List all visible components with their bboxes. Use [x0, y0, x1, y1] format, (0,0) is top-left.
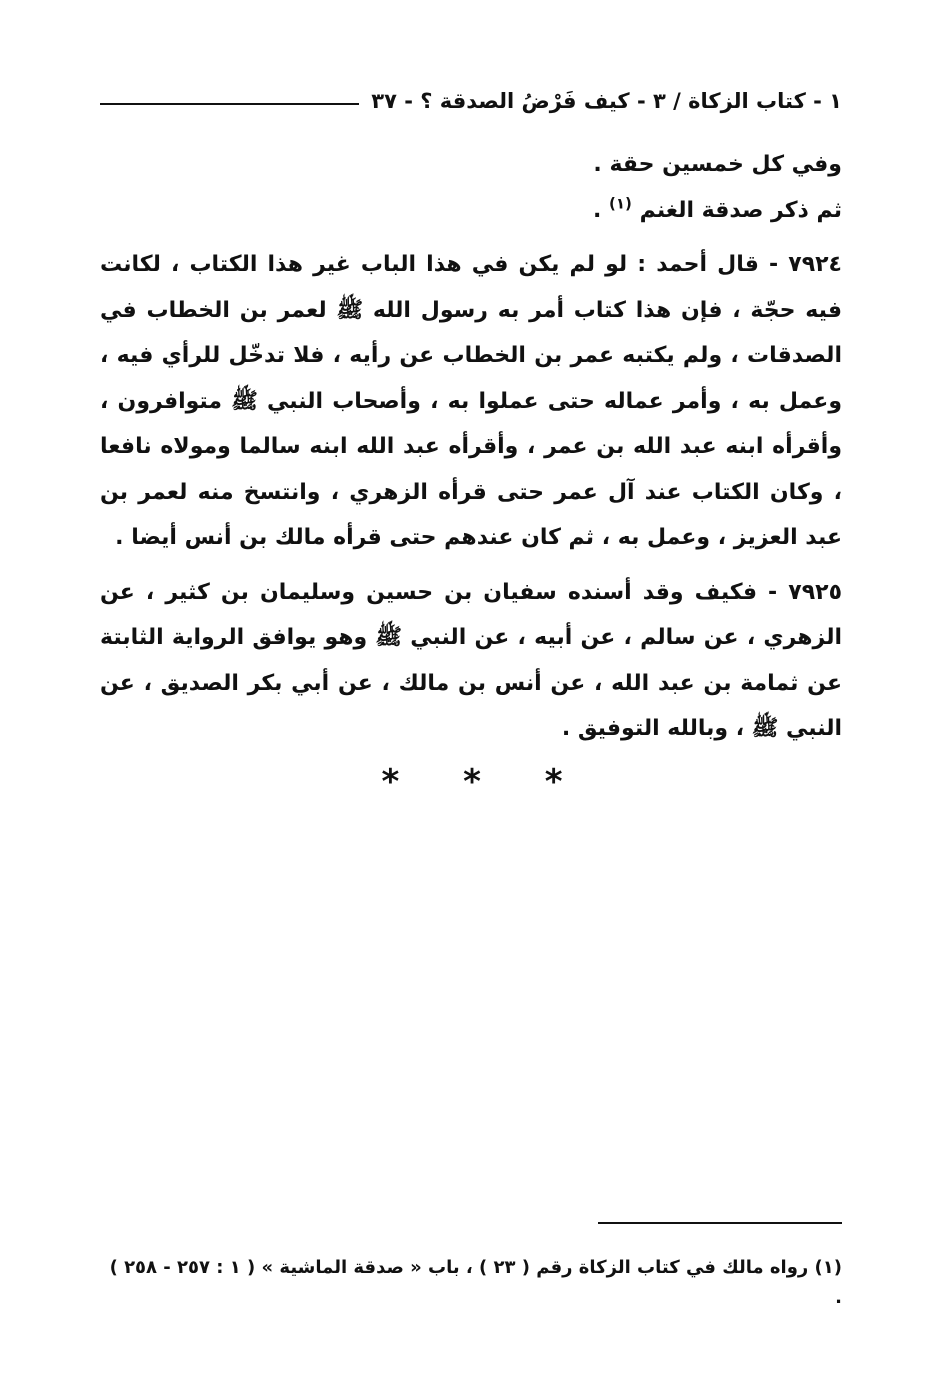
header-rule [100, 103, 359, 105]
text-line-1: وفي كل خمسين حقة . [593, 152, 842, 177]
text-line-2 [100, 188, 842, 234]
section-separator [0, 762, 944, 802]
footnote-reference[interactable]: (١) [609, 194, 632, 213]
paragraph-text: - فكيف وقد أسنده سفيان بن حسين وسليمان بن كثير ، عن الزهري ، عن سالم ، عن أبيه ، عن النبي ﷺ وهو يوافق الرواية الثابتة عن ثمامة بن عبد الله ، عن أنس بن مالك ، عن أبي بكر الصديق ، عن النبي ﷺ ، وبالله التوفيق . [100, 579, 842, 741]
header-title: ١ - كتاب الزكاة / ٣ - كيف فَرْضُ الصدقة ؟ - ٣٧ [371, 89, 842, 113]
asterisk-icon: * [381, 762, 400, 802]
paragraph-text: - قال أحمد : لو لم يكن في هذا الباب غير هذا الكتاب ، لكانت فيه حجّة ، فإن هذا كتاب أمر به رسول الله ﷺ لعمر بن الخطاب في الصدقات ، ولم يكتبه عمر بن الخطاب عن رأيه ، فلا تدخّل للرأي فيه ، وعمل به ، وأمر عماله حتى عملوا به ، وأصحاب النبي ﷺ متوافرون ، وأقرأه ابنه عبد الله بن عمر ، وأقرأه عبد الله ابنه سالما ومولاه نافعا ، وكان الكتاب عند آل عمر حتى قرأه الزهري ، وانتسخ منه لعمر بن عبد العزيز ، وعمل به ، ثم كان عندهم حتى قرأه مالك بن أنس أيضا . [100, 252, 842, 550]
main-text [100, 142, 842, 752]
text-line-2-end: . [592, 197, 602, 223]
asterisk-icon: * [463, 762, 481, 802]
paragraph-gap [100, 561, 842, 570]
paragraph-number: ٧٩٢٥ [788, 579, 842, 605]
paragraph-7925 [100, 570, 842, 752]
running-header [100, 86, 842, 116]
footnote: (١) رواه مالك في كتاب الزكاة رقم ( ٢٣ ) ، باب « صدقة الماشية » ( ١ : ٢٥٧ - ٢٥٨ ) . [109, 1257, 842, 1308]
footnote-rule [598, 1222, 842, 1224]
asterisk-icon: * [544, 762, 563, 802]
text-line-2-body: ثم ذكر صدقة الغنم [639, 197, 842, 223]
paragraph-gap [100, 233, 842, 242]
paragraph-number: ٧٩٢٤ [788, 252, 842, 277]
paragraph-7924 [100, 242, 842, 561]
